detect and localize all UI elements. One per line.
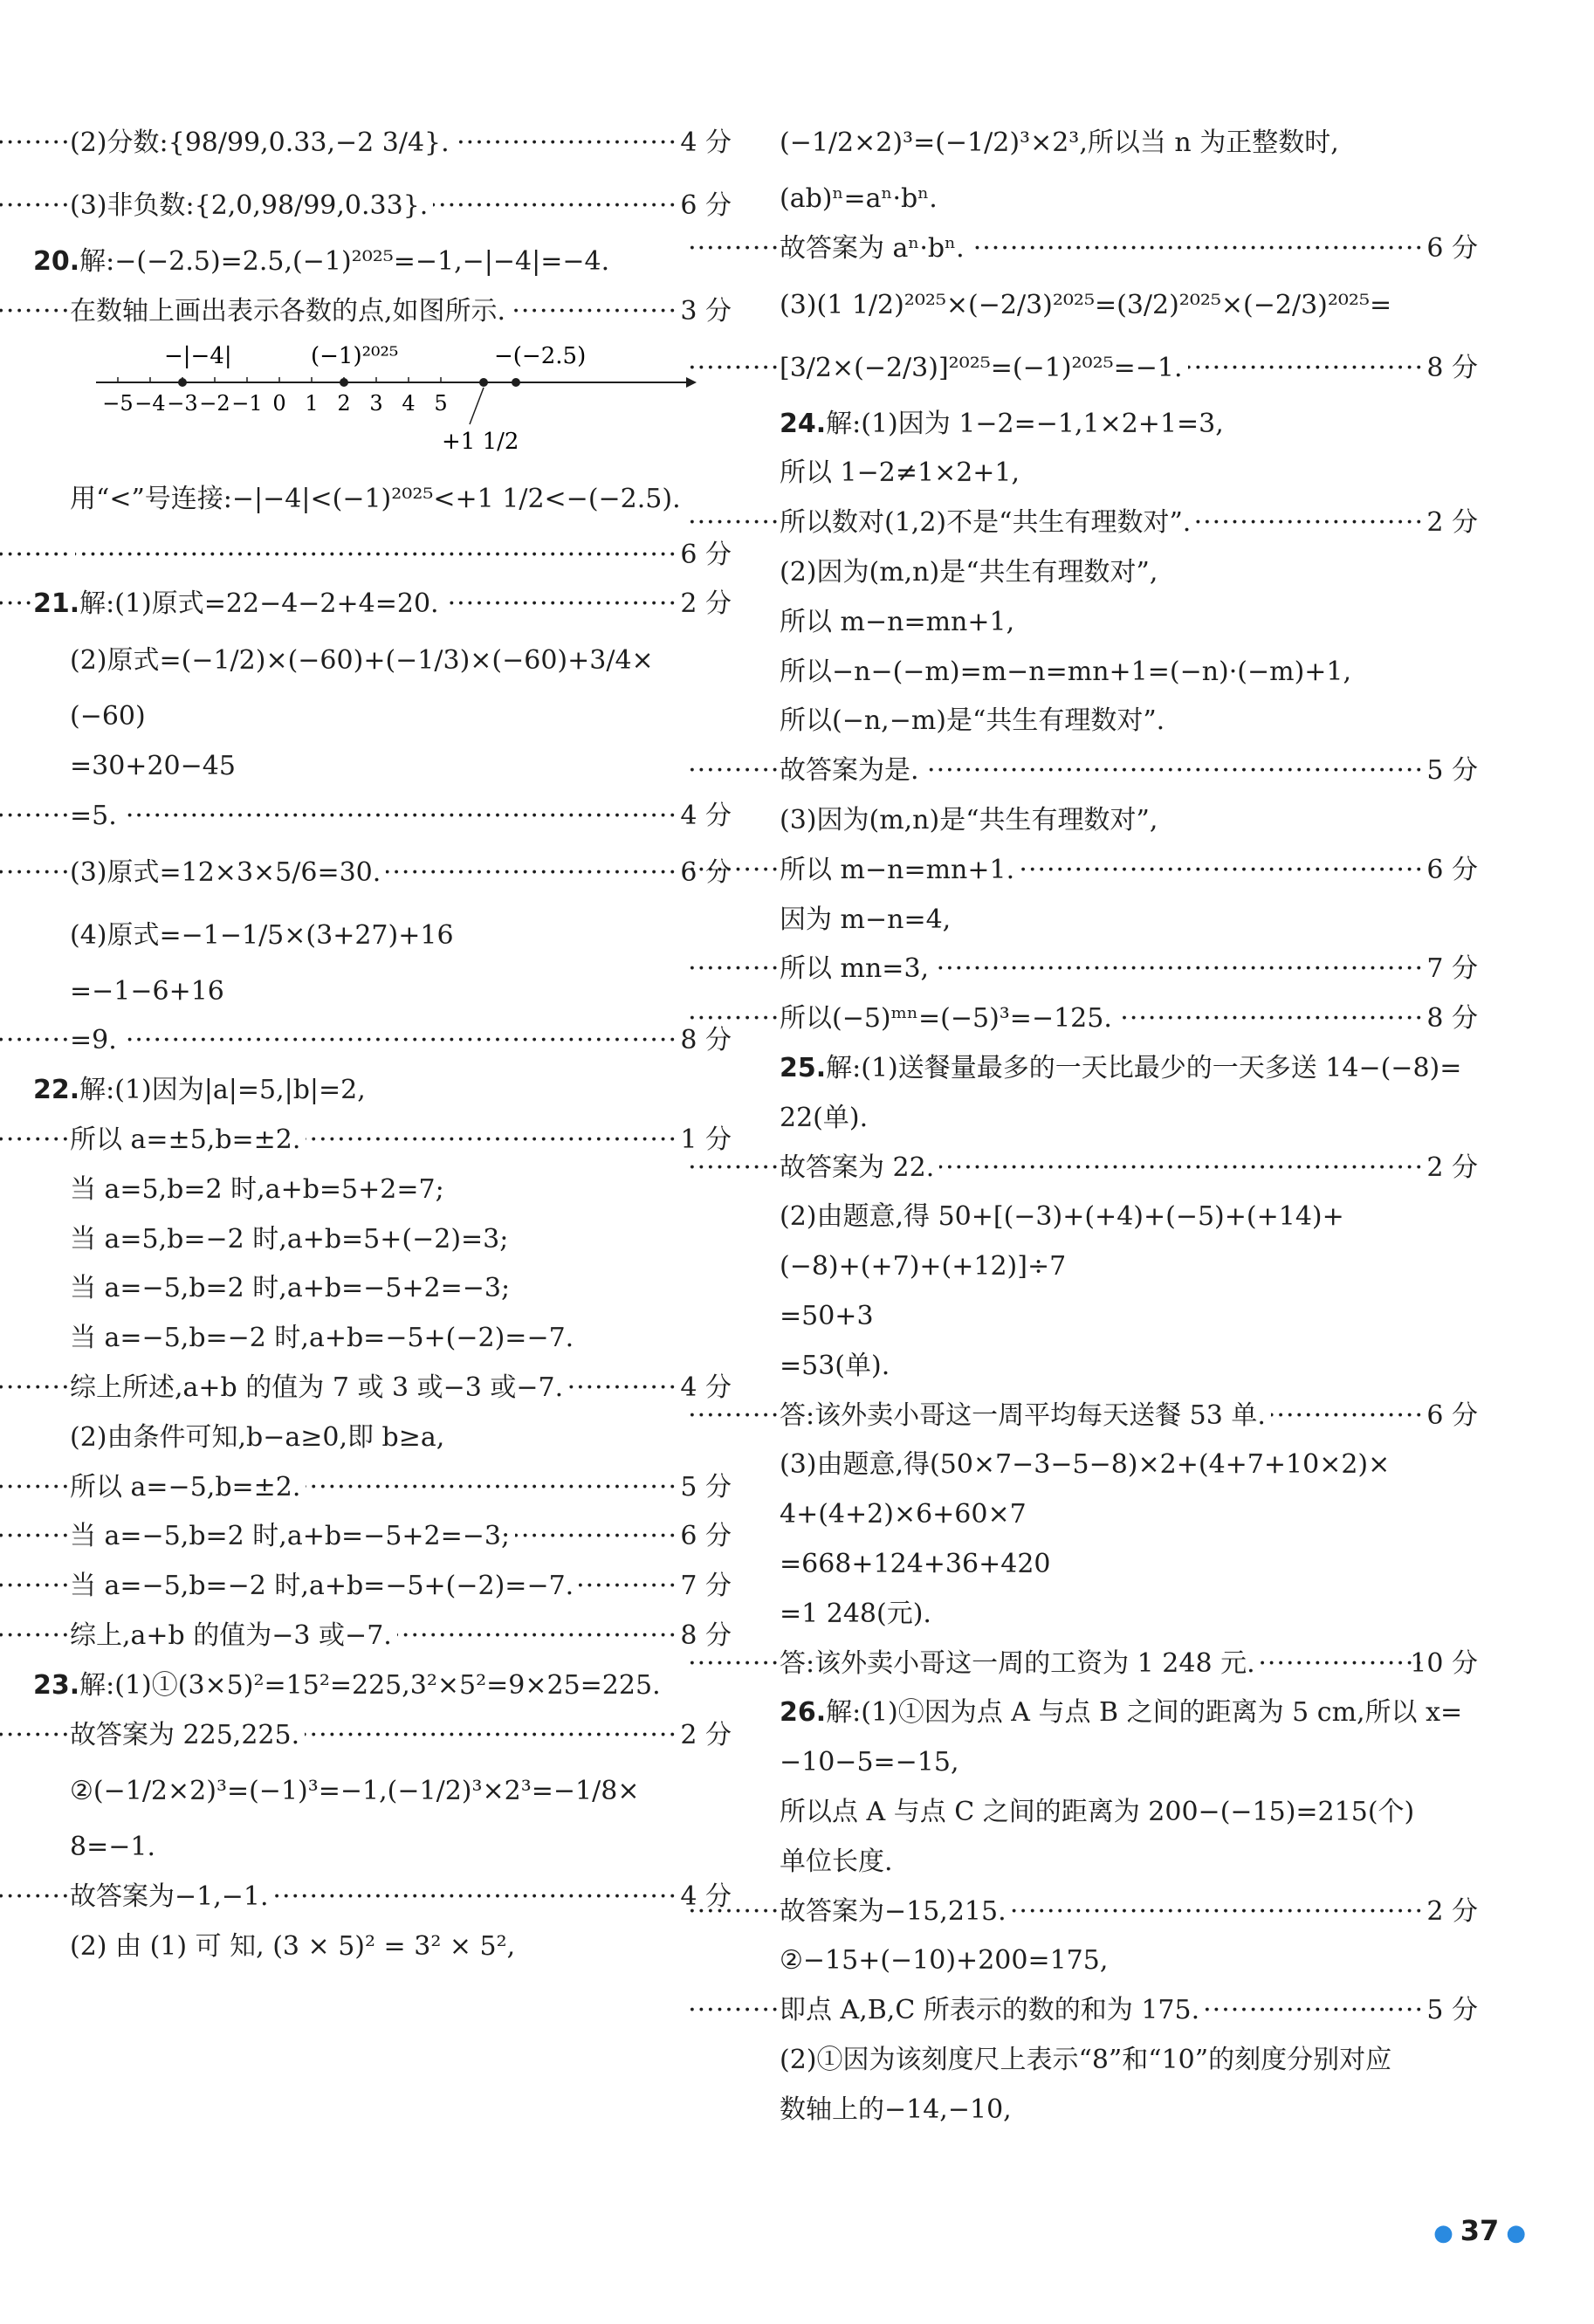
line-text: 所以−n−(−m)=m−n=mn+1=(−n)·(−m)+1,	[780, 656, 1352, 687]
line-text: [3/2×(−2/3)]²⁰²⁵=(−1)²⁰²⁵=−1.	[780, 352, 1183, 383]
solution-line	[33, 1413, 732, 1463]
line-text: (ab)ⁿ=aⁿ·bⁿ.	[780, 183, 938, 214]
score-label: 5 分	[675, 1463, 732, 1513]
line-text: 解:(1)因为 1−2=−1,1×2+1=3,	[826, 408, 1224, 439]
solution-line	[780, 1144, 1478, 1193]
score-label: 6 分	[675, 531, 732, 581]
solution-line	[780, 1242, 1478, 1292]
solution-line	[33, 1760, 732, 1823]
line-text: (2)分数:{98/99,0.33,−2 3/4}.	[70, 127, 450, 158]
tick-label: −4	[134, 390, 166, 416]
score-label: 1 分	[675, 1116, 732, 1165]
solution-line	[33, 1463, 732, 1513]
line-text: (3)因为(m,n)是“共生有理数对”,	[780, 804, 1158, 835]
line-text: =9.	[70, 1025, 117, 1056]
question-number: 21.	[33, 588, 80, 620]
line-text: (2)由题意,得 50+[(−3)+(+4)+(−5)+(+14)+	[780, 1201, 1344, 1233]
solution-line	[780, 112, 1478, 175]
label-neg-abs: −|−4|	[164, 342, 232, 369]
line-text: 当 a=−5,b=−2 时,a+b=−5+(−2)=−7.	[70, 1323, 574, 1354]
solution-line	[33, 692, 732, 742]
score-label: 2 分	[675, 580, 732, 629]
solution-line	[780, 2086, 1478, 2135]
line-text: (3)(1 1/2)²⁰²⁵×(−2/3)²⁰²⁵=(3/2)²⁰²⁵×(−2/3)²⁰²⁵=	[780, 289, 1392, 320]
solution-line	[780, 1986, 1478, 2036]
tick-label: −5	[102, 390, 134, 416]
solution-line	[33, 1165, 732, 1215]
line-text: 综上所述,a+b 的值为 7 或 3 或−3 或−7.	[70, 1372, 564, 1403]
solution-line	[780, 1540, 1478, 1590]
score-label: 6 分	[1421, 224, 1478, 274]
solution-line	[780, 1788, 1478, 1838]
line-text: 解:(1)因为|a|=5,|b|=2,	[79, 1075, 366, 1106]
line-text: 当 a=−5,b=2 时,a+b=−5+2=−3;	[70, 1521, 511, 1552]
solution-line	[780, 1193, 1478, 1242]
solution-line	[780, 1688, 1478, 1738]
score-label: 8 分	[675, 1016, 732, 1066]
line-text: 解:(1)①(3×5)²=15²=225,3²×5²=9×25=225.	[79, 1669, 661, 1701]
line-text: =30+20−45	[70, 750, 236, 781]
page-number	[1426, 2214, 1533, 2247]
score-label: 6 分	[1421, 1392, 1478, 1441]
solution-line	[33, 112, 732, 175]
solution-line	[780, 598, 1478, 648]
left-lines-bottom	[33, 468, 732, 1972]
line-text: 当 a=−5,b=2 时,a+b=−5+2=−3;	[70, 1273, 511, 1304]
solution-line	[780, 1640, 1478, 1689]
line-text: 解:−(−2.5)=2.5,(−1)²⁰²⁵=−1,−|−4|=−4.	[79, 246, 610, 277]
line-text: 所以 1−2≠1×2+1,	[780, 457, 1020, 489]
solution-line	[33, 967, 732, 1017]
number-line-figure	[33, 337, 732, 468]
tick-label: 1	[305, 390, 319, 416]
line-text: =53(单).	[780, 1350, 890, 1381]
right-column	[780, 112, 1478, 2135]
line-text: =1 248(元).	[780, 1598, 931, 1629]
tick-label: 3	[369, 390, 383, 416]
solution-line	[780, 337, 1478, 400]
line-text: 所以数对(1,2)不是“共生有理数对”.	[780, 507, 1192, 539]
score-label: 4 分	[675, 112, 732, 175]
line-text: 解:(1)送餐量最多的一天比最少的一天多送 14−(−8)=	[826, 1052, 1462, 1083]
score-label: 4 分	[675, 1364, 732, 1413]
solution-line	[780, 994, 1478, 1044]
line-text: 所以点 A 与点 C 之间的距离为 200−(−15)=215(个)	[780, 1796, 1415, 1827]
line-text: 当 a=5,b=2 时,a+b=5+2=7;	[70, 1173, 444, 1205]
question-number: 20.	[33, 246, 80, 277]
solution-line	[780, 648, 1478, 698]
solution-line	[33, 904, 732, 967]
line-text: 故答案为 22.	[780, 1152, 935, 1183]
point-neg-neg	[512, 378, 520, 387]
line-text: (2)因为(m,n)是“共生有理数对”,	[780, 556, 1158, 588]
line-text: 答:该外卖小哥这一周的工资为 1 248 元.	[780, 1647, 1255, 1679]
solution-line	[33, 792, 732, 842]
solution-line	[780, 1044, 1478, 1094]
score-label: 6 分	[675, 175, 732, 237]
line-text: (4)原式=−1−1/5×(3+27)+16	[70, 919, 454, 951]
solution-line	[780, 846, 1478, 896]
solution-line	[33, 1066, 732, 1116]
score-label: 8 分	[1421, 994, 1478, 1044]
solution-line	[780, 548, 1478, 598]
solution-line	[780, 449, 1478, 498]
solution-line	[33, 580, 732, 629]
line-text: 4+(4+2)×6+60×7	[780, 1499, 1027, 1530]
line-text: =50+3	[780, 1300, 874, 1331]
label-power: (−1)²⁰²⁵	[311, 342, 399, 369]
line-text: 22(单).	[780, 1102, 869, 1133]
line-text: (2)①因为该刻度尺上表示“8”和“10”的刻度分别对应	[780, 2044, 1392, 2075]
solution-line	[780, 1490, 1478, 1540]
solution-line	[33, 1364, 732, 1413]
solution-line	[33, 1016, 732, 1066]
score-label: 8 分	[1421, 337, 1478, 400]
line-text: 因为 m−n=4,	[780, 904, 952, 935]
solution-line	[780, 1392, 1478, 1441]
line-text: 所以 m−n=mn+1.	[780, 854, 1015, 885]
line-text: 故答案为 225,225.	[70, 1719, 300, 1750]
solution-line	[33, 1823, 732, 1873]
score-label: 5 分	[1421, 1986, 1478, 2036]
tick-label: −1	[231, 390, 263, 416]
line-text: =668+124+36+420	[780, 1548, 1051, 1579]
score-label: 6 分	[1421, 846, 1478, 896]
solution-line	[33, 1711, 732, 1761]
line-text: 用“<”号连接:−|−4|<(−1)²⁰²⁵<+1 1/2<−(−2.5).	[70, 483, 681, 514]
solution-line	[780, 224, 1478, 274]
solution-line	[33, 1215, 732, 1265]
line-text: 所以 a=−5,b=±2.	[70, 1471, 301, 1502]
solution-line	[780, 697, 1478, 746]
point-mixed	[479, 378, 488, 387]
line-text: 所以 m−n=mn+1,	[780, 606, 1015, 637]
solution-line	[33, 1116, 732, 1165]
solution-line	[33, 1612, 732, 1661]
solution-line	[33, 237, 732, 287]
solution-line	[33, 1661, 732, 1711]
solution-line	[780, 1440, 1478, 1490]
tick-label: −2	[199, 390, 230, 416]
score-label: 7 分	[1421, 945, 1478, 994]
score-label: 2 分	[1421, 1887, 1478, 1937]
tick-label: −3	[167, 390, 198, 416]
line-text: =−1−6+16	[70, 975, 224, 1007]
solution-line	[33, 842, 732, 904]
solution-line	[780, 746, 1478, 796]
question-number: 22.	[33, 1075, 80, 1106]
line-text: 综上,a+b 的值为−3 或−7.	[70, 1619, 392, 1651]
solution-line	[33, 287, 732, 337]
score-label: 10 分	[1405, 1640, 1478, 1689]
solution-line	[33, 531, 732, 581]
solution-line	[780, 1887, 1478, 1937]
line-text: (3)由题意,得(50×7−3−5−8)×2+(4+7+10×2)×	[780, 1449, 1391, 1481]
solution-line	[33, 468, 732, 531]
score-label: 8 分	[675, 1612, 732, 1661]
bullet-icon: ●	[1433, 2220, 1453, 2246]
line-text: 所以(−n,−m)是“共生有理数对”.	[780, 705, 1165, 737]
right-lines	[780, 112, 1478, 2135]
solution-line	[780, 274, 1478, 337]
solution-line	[780, 1094, 1478, 1144]
score-label: 6 分	[675, 842, 732, 904]
question-number: 23.	[33, 1669, 80, 1701]
score-label: 4 分	[675, 792, 732, 842]
line-text: 答:该外卖小哥这一周平均每天送餐 53 单.	[780, 1399, 1266, 1431]
solution-line	[780, 2036, 1478, 2086]
line-text: (3)非负数:{2,0,98/99,0.33}.	[70, 190, 429, 221]
line-text: (3)原式=12×3×5/6=30.	[70, 856, 381, 888]
bullet-icon: ●	[1506, 2220, 1526, 2246]
solution-line	[780, 498, 1478, 548]
line-text: 在数轴上画出表示各数的点,如图所示.	[70, 295, 506, 327]
point-neg-abs	[178, 378, 187, 387]
solution-line	[780, 175, 1478, 224]
solution-line	[33, 1314, 732, 1364]
question-number: 25.	[780, 1052, 827, 1083]
solution-line	[780, 1342, 1478, 1392]
line-text: 所以 a=±5,b=±2.	[70, 1124, 301, 1155]
point-power	[340, 378, 348, 387]
solution-line	[33, 1922, 732, 1972]
line-text: 数轴上的−14,−10,	[780, 2094, 1012, 2125]
page-number-text: 37	[1460, 2214, 1500, 2247]
line-text: 8=−1.	[70, 1832, 155, 1863]
line-text: 所以 mn=3,	[780, 953, 930, 985]
left-column	[33, 112, 732, 1972]
score-label: 2 分	[1421, 1144, 1478, 1193]
line-text: ②(−1/2×2)³=(−1)³=−1,(−1/2)³×2³=−1/8×	[70, 1776, 640, 1807]
question-number: 26.	[780, 1697, 827, 1729]
line-text: 故答案为 aⁿ·bⁿ.	[780, 232, 965, 264]
line-text: (2)原式=(−1/2)×(−60)+(−1/3)×(−60)+3/4×	[70, 645, 654, 677]
label-mixed: +1 1/2	[442, 428, 519, 455]
tick-label: 5	[434, 390, 448, 416]
tick-label: 4	[402, 390, 416, 416]
solution-line	[780, 796, 1478, 846]
line-text: ②−15+(−10)+200=175,	[780, 1945, 1109, 1977]
solution-line	[33, 629, 732, 692]
line-text: (−8)+(+7)+(+12)]÷7	[780, 1251, 1067, 1282]
solution-line	[780, 1838, 1478, 1887]
mixed-pointer	[470, 388, 484, 424]
score-label: 2 分	[675, 1711, 732, 1761]
label-neg-neg: −(−2.5)	[494, 342, 587, 369]
line-text: −10−5=−15,	[780, 1747, 959, 1778]
left-lines-top	[33, 112, 732, 337]
line-text: 即点 A,B,C 所表示的数的和为 175.	[780, 1995, 1200, 2026]
score-label: 6 分	[675, 1512, 732, 1562]
tick-label: 2	[337, 390, 351, 416]
line-text: 故答案为−15,215.	[780, 1895, 1007, 1927]
line-text: 所以(−5)ᵐⁿ=(−5)³=−125.	[780, 1003, 1112, 1035]
solution-line	[780, 896, 1478, 945]
number-line-svg	[33, 337, 732, 468]
line-text: 故答案为是.	[780, 755, 919, 787]
solution-line	[780, 400, 1478, 450]
score-label: 2 分	[1421, 498, 1478, 548]
question-number: 24.	[780, 408, 827, 439]
line-text: 当 a=5,b=−2 时,a+b=5+(−2)=3;	[70, 1223, 509, 1255]
tick-label: 0	[272, 390, 286, 416]
score-label: 3 分	[675, 287, 732, 337]
line-text: (−1/2×2)³=(−1/2)³×2³,所以当 n 为正整数时,	[780, 127, 1339, 158]
solution-line	[780, 1936, 1478, 1986]
solution-line	[780, 945, 1478, 994]
line-text: 单位长度.	[780, 1846, 893, 1877]
solution-line	[33, 1562, 732, 1612]
score-label: 7 分	[675, 1562, 732, 1612]
line-text: =5.	[70, 800, 117, 831]
line-text: (−60)	[70, 701, 146, 732]
solution-line	[33, 175, 732, 237]
solution-line	[780, 1590, 1478, 1640]
solution-line	[33, 1512, 732, 1562]
line-text: 当 a=−5,b=−2 时,a+b=−5+(−2)=−7.	[70, 1571, 574, 1602]
solution-line	[780, 1292, 1478, 1342]
score-label: 4 分	[675, 1873, 732, 1922]
line-text: 解:(1)①因为点 A 与点 B 之间的距离为 5 cm,所以 x=	[826, 1697, 1463, 1729]
line-text: (2) 由 (1) 可 知, (3 × 5)² = 3² × 5²,	[70, 1930, 516, 1962]
line-text: 故答案为−1,−1.	[70, 1881, 269, 1913]
solution-line	[33, 1873, 732, 1922]
solution-line	[780, 1738, 1478, 1788]
line-text: 解:(1)原式=22−4−2+4=20.	[79, 588, 439, 620]
score-label: 5 分	[1421, 746, 1478, 796]
line-text: (2)由条件可知,b−a≥0,即 b≥a,	[70, 1421, 445, 1453]
solution-line	[33, 1264, 732, 1314]
solution-line	[33, 742, 732, 792]
